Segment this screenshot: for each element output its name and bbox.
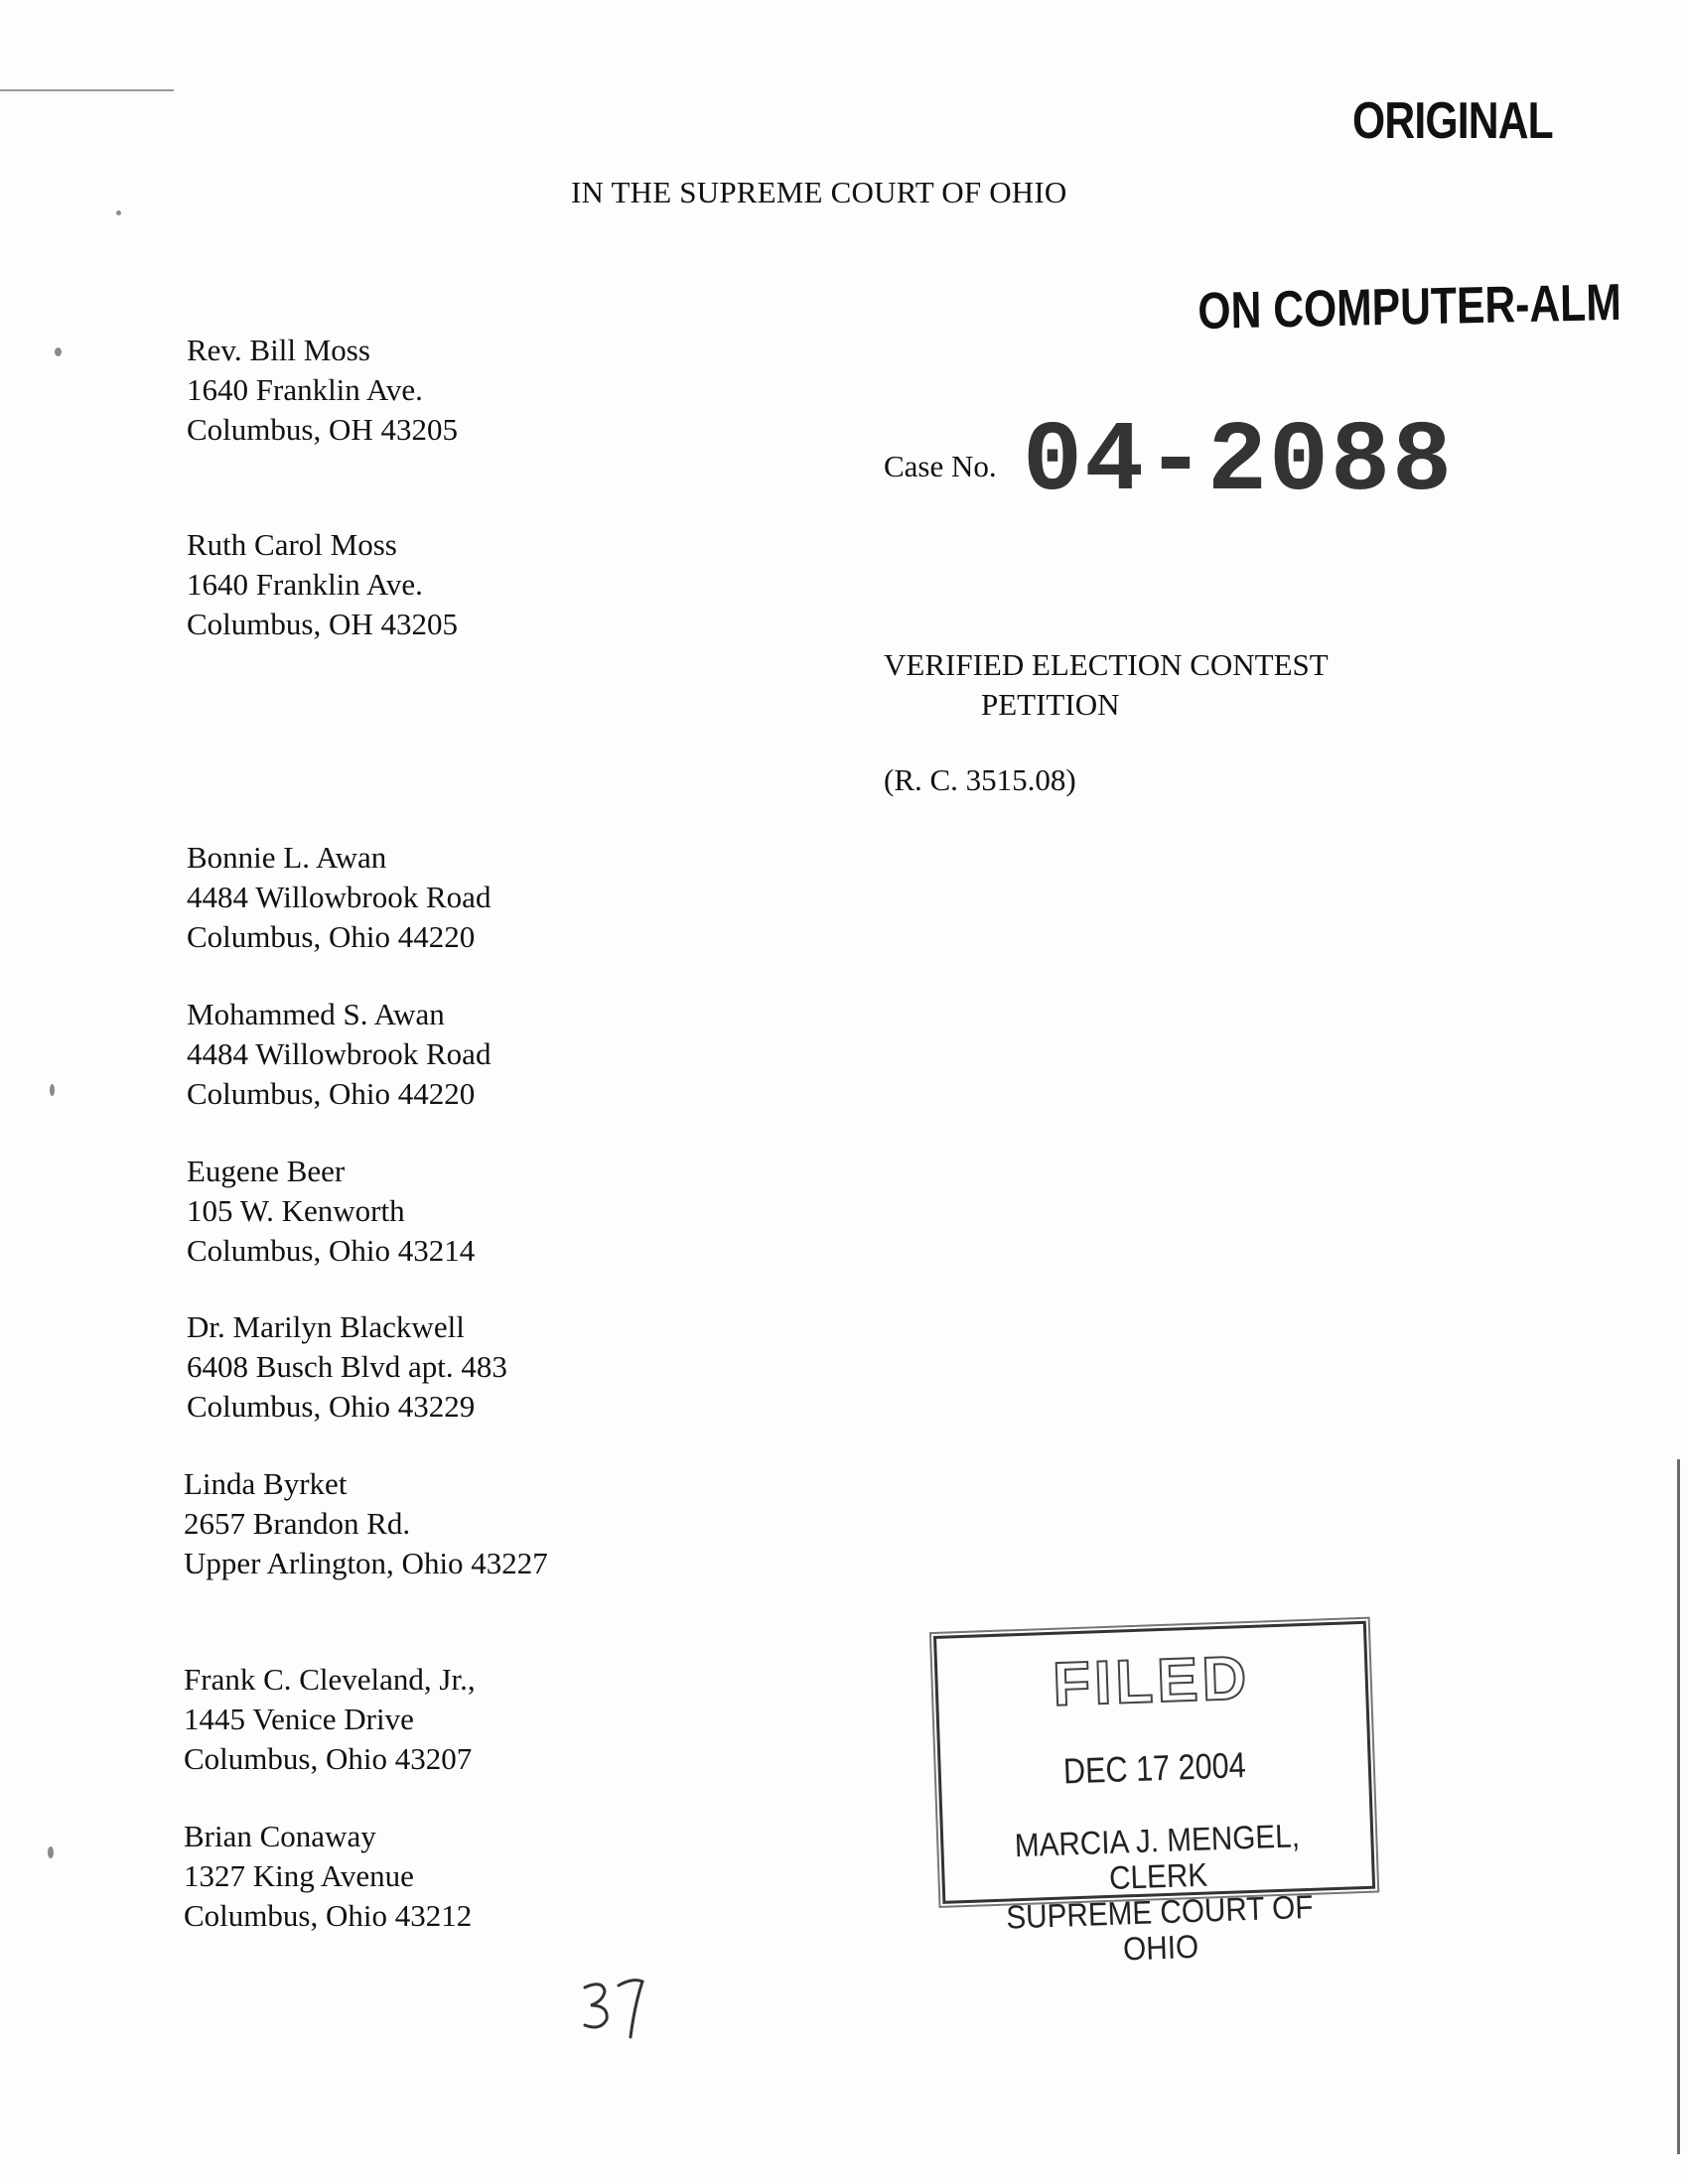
- party-street: 105 W. Kenworth: [187, 1193, 405, 1228]
- case-number-stamp: 04-2088: [1023, 407, 1455, 519]
- petition-title-line: PETITION: [981, 687, 1120, 722]
- petition-title: [884, 645, 1329, 725]
- party-name: Mohammed S. Awan: [187, 997, 445, 1031]
- party-street: 4484 Willowbrook Road: [187, 1036, 492, 1071]
- party-block: [187, 838, 491, 957]
- party-name: Rev. Bill Moss: [187, 333, 370, 367]
- party-street: 1327 King Avenue: [184, 1858, 414, 1893]
- party-city: Columbus, Ohio 43207: [184, 1741, 473, 1776]
- scan-speck: [50, 1084, 55, 1096]
- party-name: Ruth Carol Moss: [187, 527, 397, 562]
- party-block: [187, 995, 491, 1114]
- party-block: [184, 1464, 548, 1583]
- scan-speck: [48, 1846, 54, 1858]
- original-stamp: ORIGINAL: [1352, 92, 1553, 150]
- court-heading: IN THE SUPREME COURT OF OHIO: [571, 175, 1067, 209]
- filed-stamp: [933, 1621, 1375, 1968]
- party-name: Eugene Beer: [187, 1154, 346, 1188]
- handwritten-digit-7: [619, 1980, 642, 2037]
- filed-date: DEC 17 2004: [1062, 1744, 1247, 1792]
- party-block: [187, 331, 458, 450]
- party-name: Linda Byrket: [184, 1466, 348, 1501]
- case-number-label: Case No.: [884, 449, 997, 483]
- party-block: [187, 1152, 475, 1271]
- party-name: Brian Conaway: [184, 1819, 376, 1853]
- party-city: Columbus, OH 43205: [187, 607, 458, 641]
- party-street: 1640 Franklin Ave.: [187, 372, 423, 407]
- clerk-name: [962, 1816, 1356, 1973]
- party-city: Columbus, OH 43205: [187, 412, 458, 447]
- scan-speck: [116, 210, 121, 215]
- handwritten-page-number: [581, 1976, 660, 2055]
- clerk-line: SUPREME COURT OF OHIO: [1005, 1887, 1314, 1968]
- scan-artifact-line: [0, 89, 174, 91]
- party-street: 6408 Busch Blvd apt. 483: [187, 1349, 507, 1384]
- filed-word: FILED: [1052, 1643, 1252, 1719]
- party-block: [187, 525, 458, 644]
- petition-title-line: VERIFIED ELECTION CONTEST: [884, 647, 1329, 682]
- party-block: [184, 1660, 476, 1779]
- party-street: 2657 Brandon Rd.: [184, 1506, 411, 1541]
- party-street: 1445 Venice Drive: [184, 1702, 414, 1736]
- party-city: Columbus, Ohio 43229: [187, 1389, 476, 1424]
- party-name: Bonnie L. Awan: [187, 840, 387, 875]
- party-street: 1640 Franklin Ave.: [187, 567, 423, 602]
- party-street: 4484 Willowbrook Road: [187, 880, 492, 914]
- party-city: Columbus, Ohio 44220: [187, 919, 476, 954]
- party-city: Columbus, Ohio 44220: [187, 1076, 476, 1111]
- clerk-line: MARCIA J. MENGEL, CLERK: [1014, 1817, 1301, 1896]
- party-name: Frank C. Cleveland, Jr.,: [184, 1662, 476, 1697]
- party-block: [184, 1817, 472, 1936]
- party-name: Dr. Marilyn Blackwell: [187, 1309, 465, 1344]
- party-block: [187, 1307, 507, 1427]
- party-city: Upper Arlington, Ohio 43227: [184, 1546, 548, 1580]
- scan-speck: [55, 347, 62, 356]
- party-city: Columbus, Ohio 43212: [184, 1898, 473, 1933]
- handwritten-digit-3: [585, 1984, 607, 2027]
- on-computer-stamp: ON COMPUTER-ALM: [1197, 273, 1622, 341]
- scan-edge-line: [1677, 1459, 1680, 2154]
- statute-reference: (R. C. 3515.08): [884, 762, 1076, 797]
- party-city: Columbus, Ohio 43214: [187, 1233, 476, 1268]
